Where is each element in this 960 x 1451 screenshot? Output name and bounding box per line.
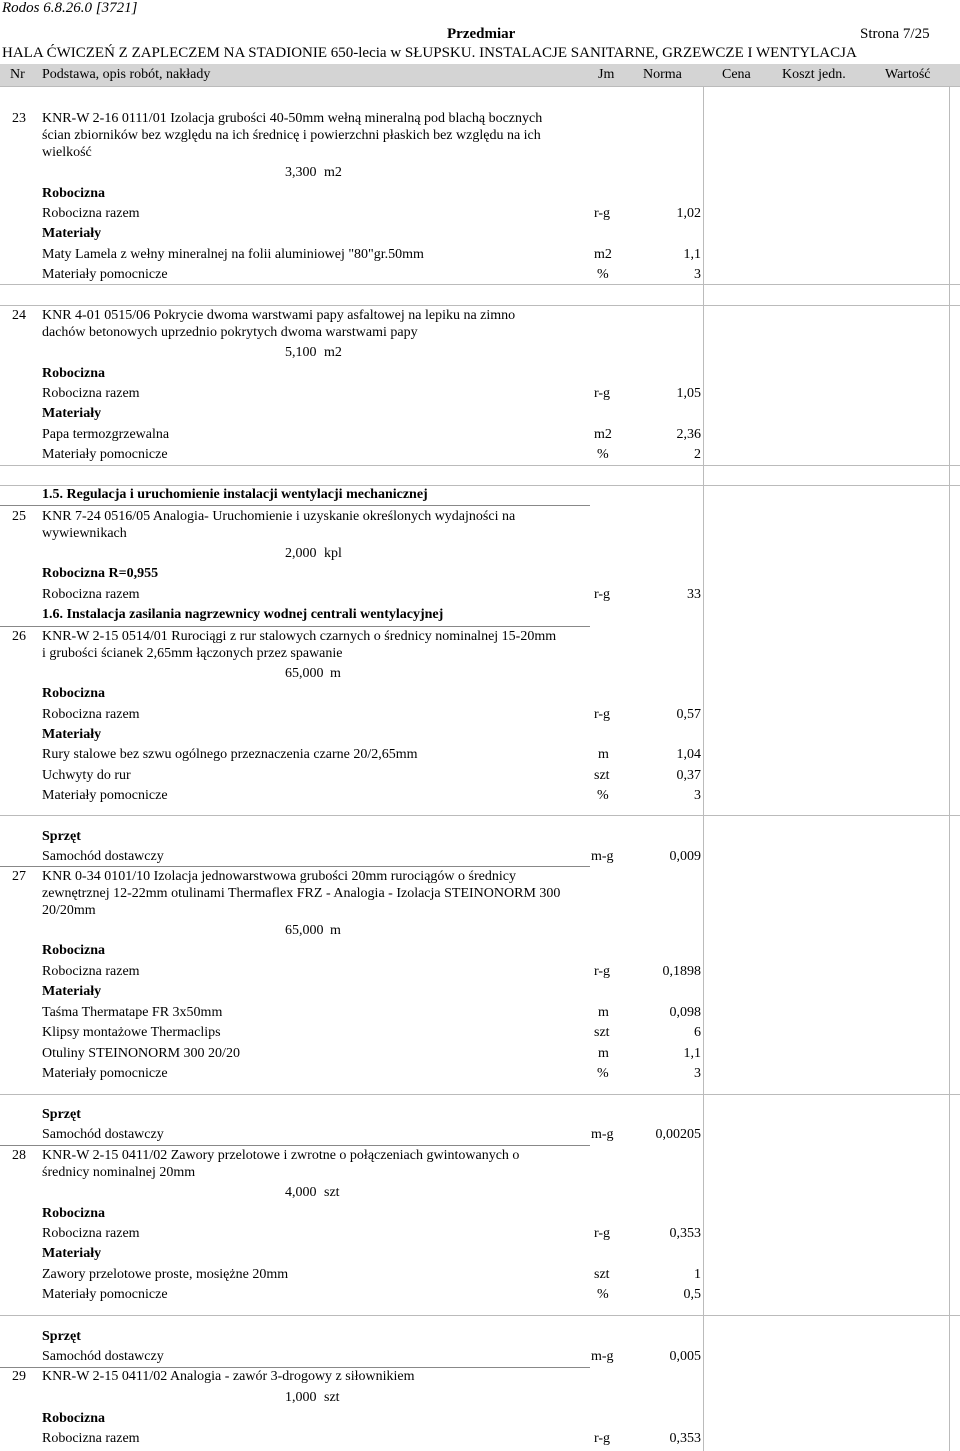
material-norm: 0,098 [669,1005,701,1020]
material-norm: 1,1 [683,1046,701,1061]
material-item: Otuliny STEINONORM 300 20/20 [42,1046,240,1061]
position-nr: 28 [12,1148,26,1163]
app-version: Rodos 6.8.26.0 [3721] [2,0,138,16]
equipment-norm: 0,00205 [655,1127,701,1142]
labor-norm: 0,1898 [662,964,701,979]
aux-materials: Materiały pomocnicze [42,1287,168,1302]
material-norm: 2,36 [676,427,701,442]
labor-heading: Robocizna [42,1206,105,1221]
labor-jm: r-g [594,964,611,979]
material-jm: m [598,1005,609,1020]
position-description: wielkość [42,145,92,160]
grid-line [0,866,590,867]
material-jm: m2 [594,247,612,262]
position-description: KNR 7-24 0516/05 Analogia- Uruchomienie i uzyskanie określonych wydajności na [42,509,516,524]
document-subtitle: HALA ĆWICZEŃ Z ZAPLECZEM NA STADIONIE 650-lecia w SŁUPSKU. INSTALACJE SANITARNE, GRZEWCZE I WENTYLACJA [2,45,857,61]
grid-line [0,284,960,285]
section-heading: 1.5. Regulacja i uruchomienie instalacji wentylacji mechanicznej [42,487,428,502]
aux-materials-norm: 3 [694,267,701,282]
labor-jm: r-g [594,206,611,221]
aux-materials-norm: 3 [694,788,701,803]
aux-materials-norm: 3 [694,1066,701,1081]
aux-materials-norm: 0,5 [683,1287,701,1302]
aux-materials: Materiały pomocnicze [42,267,168,282]
equipment-jm: m-g [591,849,614,864]
grid-line [0,305,960,306]
position-nr: 23 [12,111,26,126]
labor-total: Robocizna razem [42,964,140,979]
position-description: średnicy nominalnej 20mm [42,1165,196,1180]
position-unit: szt [324,1185,340,1200]
position-description: KNR-W 2-15 0514/01 Rurociągi z rur stalowych czarnych o średnicy nominalnej 15-20mm [42,629,557,644]
labor-jm: r-g [594,707,611,722]
position-quantity: 65,000 [285,666,324,681]
labor-total: Robocizna razem [42,386,140,401]
aux-materials-jm: % [597,267,609,282]
position-nr: 25 [12,509,26,524]
materials-heading: Materiały [42,727,102,742]
position-quantity: 4,000 [285,1185,317,1200]
material-norm: 1 [694,1267,701,1282]
labor-heading: Robocizna [42,1411,105,1426]
col-nr: Nr [10,67,25,82]
aux-materials: Materiały pomocnicze [42,447,168,462]
position-description: ścian zbiorników bez względu na ich średnicę i powierzchni płaskich bez względu na ich [42,128,541,143]
labor-norm: 0,353 [669,1431,701,1446]
position-description: zewnętrznej 12-22mm otulinami Thermaflex FRZ - Analogia - Izolacja STEINONORM 300 [42,886,561,901]
position-description: KNR 4-01 0515/06 Pokrycie dwoma warstwami papy asfaltowej na lepiku na zimno [42,308,516,323]
position-description: wywiewnikach [42,526,127,541]
labor-total: Robocizna razem [42,1431,140,1446]
labor-heading: Robocizna [42,686,105,701]
aux-materials: Materiały pomocnicze [42,788,168,803]
col-norma: Norma [643,67,682,82]
grid-line [703,86,704,1451]
position-unit: kpl [324,546,342,561]
grid-line [0,1367,590,1368]
material-jm: m [598,1046,609,1061]
labor-heading: Robocizna [42,186,105,201]
labor-norm: 1,02 [676,206,701,221]
labor-total: Robocizna razem [42,707,140,722]
materials-heading: Materiały [42,1246,102,1261]
labor-norm: 0,57 [676,707,701,722]
labor-norm: 1,05 [676,386,701,401]
labor-jm: r-g [594,386,611,401]
position-description: i grubości ścianek 2,65mm łączonych przez spawanie [42,646,343,661]
position-description: KNR-W 2-15 0411/02 Analogia - zawór 3-drogowy z siłownikiem [42,1369,415,1384]
position-description: dachów betonowych uprzednio pokrytych dwoma warstwami papy [42,325,418,340]
grid-line [0,86,960,87]
material-norm: 0,37 [676,768,701,783]
grid-line [0,1315,960,1316]
equipment-heading: Sprzęt [42,1329,81,1344]
material-jm: szt [594,1025,610,1040]
material-jm: szt [594,768,610,783]
labor-jm: r-g [594,1431,611,1446]
labor-total: Robocizna razem [42,587,140,602]
equipment-heading: Sprzęt [42,829,81,844]
materials-heading: Materiały [42,984,102,999]
position-description: KNR-W 2-16 0111/01 Izolacja grubości 40-50mm wełną mineralną pod blachą bocznych [42,111,543,126]
labor-total: Robocizna razem [42,1226,140,1241]
grid-line [949,86,950,1451]
material-item: Papa termozgrzewalna [42,427,170,442]
position-description: 20/20mm [42,903,96,918]
equipment-jm: m-g [591,1127,614,1142]
aux-materials-jm: % [597,447,609,462]
equipment-heading: Sprzęt [42,1107,81,1122]
aux-materials-jm: % [597,1287,609,1302]
col-wartosc: Wartość [885,67,931,82]
material-jm: m2 [594,427,612,442]
grid-line [0,1094,960,1095]
grid-line [0,626,590,627]
position-nr: 26 [12,629,26,644]
materials-heading: Materiały [42,226,102,241]
aux-materials-jm: % [597,1066,609,1081]
grid-line [0,815,960,816]
grid-line [0,485,960,486]
section-heading: 1.6. Instalacja zasilania nagrzewnicy wodnej centrali wentylacyjnej [42,607,444,622]
material-jm: m [598,747,609,762]
position-quantity: 2,000 [285,546,317,561]
page-number: Strona 7/25 [860,26,930,42]
col-cena: Cena [722,67,751,82]
material-jm: szt [594,1267,610,1282]
materials-heading: Materiały [42,406,102,421]
material-item: Zawory przelotowe proste, mosiężne 20mm [42,1267,289,1282]
aux-materials: Materiały pomocnicze [42,1066,168,1081]
position-unit: m2 [324,165,342,180]
labor-norm: 0,353 [669,1226,701,1241]
position-unit: m2 [324,345,342,360]
position-quantity: 3,300 [285,165,317,180]
document-title: Przedmiar [447,26,516,42]
grid-line [0,465,960,466]
position-description: KNR 0-34 0101/10 Izolacja jednowarstwowa grubości 20mm rurociągów o średnicy [42,869,516,884]
position-nr: 29 [12,1369,26,1384]
position-quantity: 5,100 [285,345,317,360]
position-unit: m [330,666,341,681]
position-nr: 24 [12,308,26,323]
labor-heading: Robocizna [42,943,105,958]
col-koszt-jedn: Koszt jedn. [782,67,846,82]
labor-total: Robocizna razem [42,206,140,221]
position-description: KNR-W 2-15 0411/02 Zawory przelotowe i zwrotne o połączeniach gwintowanych o [42,1148,520,1163]
equipment-item: Samochód dostawczy [42,1127,164,1142]
position-quantity: 65,000 [285,923,324,938]
material-item: Maty Lamela z wełny mineralnej na folii aluminiowej "80"gr.50mm [42,247,424,262]
material-item: Uchwyty do rur [42,768,131,783]
position-nr: 27 [12,869,26,884]
equipment-item: Samochód dostawczy [42,1349,164,1364]
equipment-item: Samochód dostawczy [42,849,164,864]
material-norm: 1,04 [676,747,701,762]
labor-jm: r-g [594,1226,611,1241]
col-jm: Jm [598,67,615,82]
equipment-norm: 0,005 [669,1349,701,1364]
equipment-norm: 0,009 [669,849,701,864]
aux-materials-jm: % [597,788,609,803]
equipment-jm: m-g [591,1349,614,1364]
grid-line [0,1145,590,1146]
grid-line [0,505,590,506]
col-description: Podstawa, opis robót, nakłady [42,67,211,82]
labor-heading: Robocizna R=0,955 [42,566,159,581]
position-unit: m [330,923,341,938]
labor-heading: Robocizna [42,366,105,381]
labor-jm: r-g [594,587,611,602]
material-item: Taśma Thermatape FR 3x50mm [42,1005,223,1020]
material-norm: 6 [694,1025,701,1040]
material-item: Rury stalowe bez szwu ogólnego przeznaczenia czarne 20/2,65mm [42,747,418,762]
labor-norm: 33 [687,587,701,602]
material-norm: 1,1 [683,247,701,262]
aux-materials-norm: 2 [694,447,701,462]
position-unit: szt [324,1390,340,1405]
position-quantity: 1,000 [285,1390,317,1405]
material-item: Klipsy montażowe Thermaclips [42,1025,221,1040]
